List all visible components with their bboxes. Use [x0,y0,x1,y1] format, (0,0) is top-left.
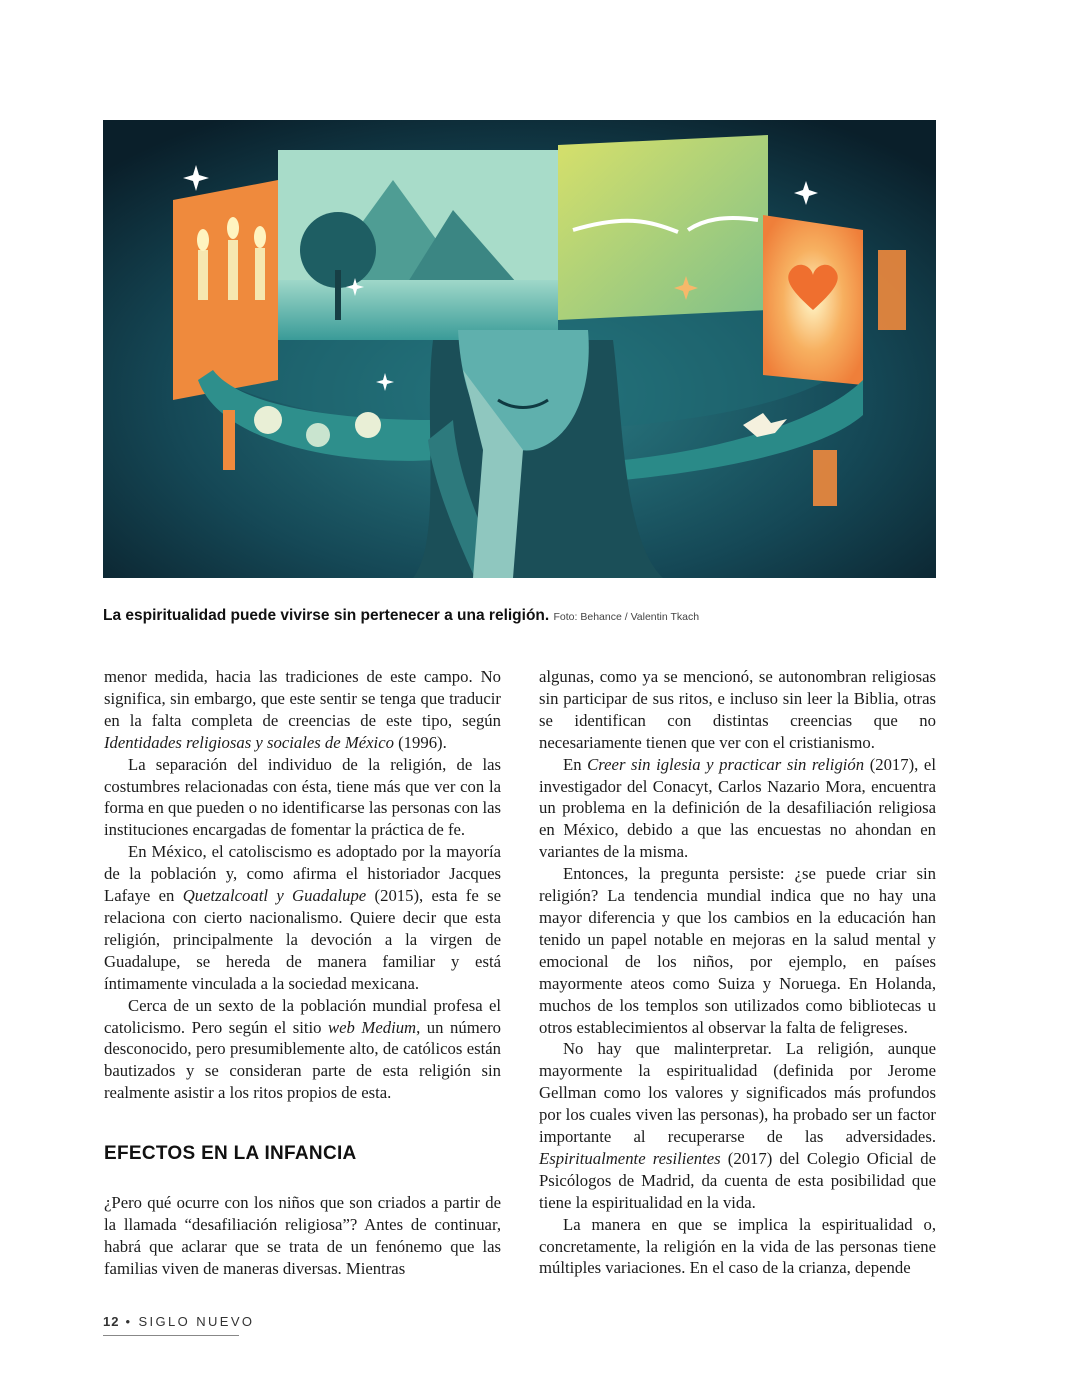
right-column [539,666,936,1279]
page-number: 12 [103,1314,120,1329]
paragraph: La manera en que se implica la espiritualidad o, concretamente, la religión en la vida de las personas tiene múltiples variaciones. En el caso de la crianza, depende [539,1214,936,1278]
paragraph: menor medida, hacia las tradiciones de este campo. No significa, sin embargo, que este sentir se tenga que traducir en la falta completa de creencias de este tipo, según Identidades religiosas y sociales de México (1996). [104,667,501,752]
paragraph: algunas, como ya se mencionó, se autonombran religiosas sin participar de sus ritos, e incluso sin leer la Biblia, otras se identifican con distintas creencias que no necesariamente tienen que ver con el cristianismo. [539,667,936,752]
paragraph: La separación del individuo de la religión, de las costumbres relacionadas con ésta, tiene más que ver con la forma en que pueden o no identificarse las personas con las instituciones encargadas de fomentar la práctica de fe. [104,754,501,840]
paragraph: En México, el catoliscismo es adoptado por la mayoría de la población y, como afirma el historiador Jacques Lafaye en Quetzalcoatl y Guadalupe (2015), esta fe se relaciona con cierto nacionalismo. Quiere decir que esta religión, principalmente la devoción a la virgen de Guadalupe, se hereda de manera familiar y está íntimamente vinculada a la sociedad mexicana. [104,842,501,993]
article-illustration [103,120,936,578]
paragraph: No hay que malinterpretar. La religión, aunque mayormente la espiritualidad (definida por Jerome Gellman como los valores y significados más profundos por los cuales viven las personas), ha probado ser un factor importante al recuperarse de las adversidades. Espiritualmente resilientes (2017) del Colegio Oficial de Psicólogos de Madrid, da cuenta de esta posibilidad que tiene la espiritualidad en la vida. [539,1039,936,1212]
heart-panel [763,215,863,385]
footer-separator: • [125,1314,133,1329]
paragraph: ¿Pero qué ocurre con los niños que son criados a partir de la llamada “desafiliación religiosa”? Antes de continuar, habrá que aclarar que se trata de un fenónemo que las familias viven de maneras diversas. Mientras [104,1193,501,1278]
paragraph: En Creer sin iglesia y practicar sin religión (2017), el investigador del Conacyt, Carlos Nazario Mora, encuentra un problema en la definición de la desafiliación religiosa en México, debido a que las encuestas no ahondan en variantes de la misma. [539,754,936,862]
section-heading: EFECTOS EN LA INFANCIA [104,1143,357,1165]
caption-text: La espiritualidad puede vivirse sin pertenecer a una religión. [103,607,550,624]
photo-credit: Foto: Behance / Valentin Tkach [553,611,700,623]
paragraph: Cerca de un sexto de la población mundial profesa el catolicismo. Pero según el sitio web Medium, un número desconocido, pero presumiblemente alto, de católicos están bautizados y se consideran parte de esta religión sin realmente asistir a los ritos propios de esta. [104,995,501,1103]
landscape-panel [278,150,558,340]
figure-caption [103,606,936,627]
publication-name: SIGLO NUEVO [138,1314,255,1329]
paragraph: Entonces, la pregunta persiste: ¿se puede criar sin religión? La tendencia mundial indica que no hay una mayor diferencia y que los cambios en la educación han tenido un papel notable en mejoras en la salud mental y emocional de los niños, por ejemplo, en países mayormente ateos como Suiza y Noruega. En Holanda, muchos de los templos son utilizados como bibliotecas u otros establecimientos al observar la falta de feligreses. [539,864,936,1037]
left-column [104,666,501,1280]
hands-panel [558,135,768,320]
candle-panel [173,180,278,400]
page-footer [103,1314,255,1336]
